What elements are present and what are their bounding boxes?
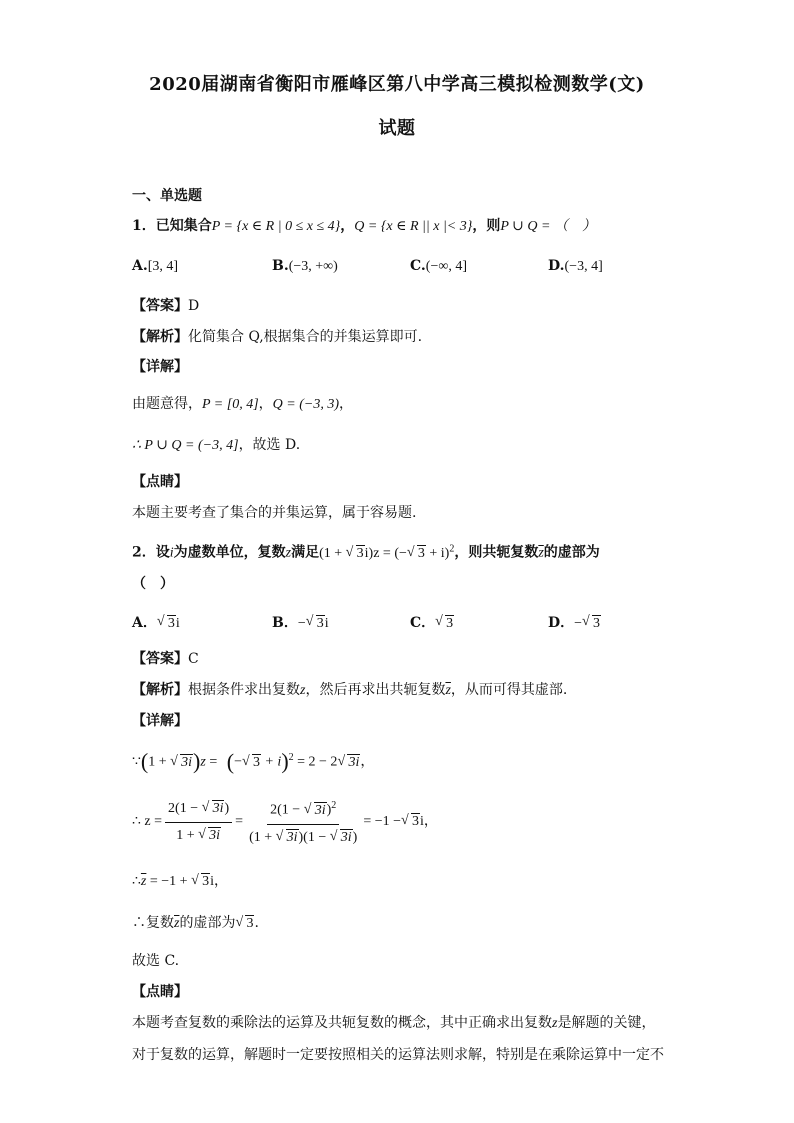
title-line-2: 试题 [378, 118, 416, 139]
choice-label: A． [132, 615, 157, 631]
sqrt [305, 801, 327, 821]
choice-label: D． [548, 615, 575, 631]
q2-choice-d[interactable] [548, 612, 601, 632]
q2-choice-c[interactable] [410, 612, 454, 632]
sqrt [408, 544, 426, 564]
q2-text: 满足 [291, 544, 320, 561]
sqrt-arg: 3i [209, 827, 220, 843]
detail-result: = −1 − [363, 814, 401, 829]
q2-z: z [285, 545, 292, 561]
question-2 [132, 539, 600, 564]
sqrt-arg: 3 [202, 874, 210, 889]
answer-tag: 【答案】 [132, 298, 188, 314]
sqrt-arg: 3 [417, 545, 425, 561]
sqrt [307, 615, 325, 632]
num-text: 2(1 − [168, 800, 202, 816]
choice-value: [3, 4] [147, 259, 179, 274]
title-line-1: 2020届湖南省衡阳市雁峰区第八中学高三模拟检测数学(文) [149, 74, 645, 95]
fraction-1 [165, 799, 232, 846]
q1-comment-tag: 【点睛】 [132, 474, 188, 490]
choice-label: C. [410, 258, 426, 274]
sqrt-arg: 3i [212, 800, 224, 816]
detail-math: P = [0, 4] [202, 397, 259, 412]
sqrt-arg: 3 [356, 545, 364, 561]
q2-choice-b[interactable] [272, 612, 329, 632]
fraction-2 [246, 796, 360, 848]
answer-tag: 【答案】 [132, 651, 188, 667]
sqrt-arg: 3 [412, 814, 419, 829]
detail-math: Q = (−3, 3) [272, 397, 339, 412]
q1-detail-tag: 【详解】 [132, 359, 188, 375]
detail-zbar: $\overline{z}$ [140, 874, 147, 889]
answer-value: D [188, 298, 200, 314]
choice-label: A. [132, 258, 148, 274]
q2-comment-2: 对于复数的运算，解题时一定要按照相关的运算法则求解，特别是在乘除运算中一定不 [132, 1047, 664, 1063]
sqrt [192, 872, 210, 892]
q1-set-p: P = {x ∈ R | 0 ≤ x ≤ 4} [211, 219, 341, 234]
comment-text: 是解题的关键， [557, 1015, 656, 1031]
sqrt-arg: 3 [167, 616, 175, 631]
q1-choice-c[interactable] [410, 258, 467, 275]
q2-eq-part: i)z = (− [364, 545, 407, 561]
q1-comment: 本题主要考查了集合的并集运算，属于容易题. [132, 505, 417, 521]
choice-suffix: i [175, 616, 180, 631]
sqrt [583, 615, 601, 632]
q1-analysis [132, 327, 422, 347]
detail-text: 的虚部为 [179, 915, 236, 931]
sqrt [277, 828, 299, 848]
detail-math: ∴ P ∪ Q = (−3, 4] [132, 438, 239, 453]
choice-label: B． [272, 615, 298, 631]
analysis-text: 化简集合 Q,根据集合的并集运算即可. [188, 329, 423, 345]
sqrt [203, 799, 225, 819]
analysis-text: ，然后再求出共轭复数 [305, 682, 446, 698]
fraction-2-denominator: (1 + √ 3i)(1 − √ 3i) [246, 825, 360, 848]
q1-sep2: ，则 [472, 218, 501, 234]
detail-end: i， [420, 814, 438, 829]
comment-text: 本题考查复数的乘除法的运算及共轭复数的概念，其中正确求出复数 [132, 1015, 552, 1031]
q2-text: 设 [155, 544, 170, 561]
detail-end: ， [339, 396, 353, 412]
sqrt [199, 826, 221, 846]
q2-detail-2: ∴ z = $\frac{2(1 - √ 3i)}{1 + √ 3i}$ = $\frac{2(1 - √ 3i)^2}{(1 + √ 3i)(1 - √ 3i)}$ = −1 − √ 3 i， [132, 792, 438, 852]
q2-zbar: $\overline{z}$ [538, 545, 544, 561]
q2-paren: （ ） [132, 576, 174, 592]
detail-text: ，故选 D. [238, 437, 301, 453]
q1-prefix: 已知集合 [155, 218, 212, 234]
choice-value: (−∞, 4] [425, 259, 467, 274]
detail-end: ， [360, 754, 375, 770]
sqrt-arg: 3 [252, 754, 260, 770]
q2-text: 的虚部为 [543, 544, 600, 561]
therefore-symbol: ∴ [132, 874, 141, 889]
q2-number: 2． [132, 544, 156, 561]
num-text: 2(1 − [270, 802, 304, 818]
sqrt [243, 753, 261, 773]
q1-ask: P ∪ Q = （ ） [500, 219, 596, 234]
sqrt [347, 544, 365, 564]
choice-value: (−3, +∞) [288, 259, 338, 274]
sqrt [436, 615, 454, 632]
q2-eq-part: + i) [425, 545, 450, 561]
detail-z: z [200, 754, 206, 770]
detail-eq: = −1 + [146, 874, 192, 889]
therefore-eq: ∴ z = [132, 814, 163, 829]
detail-text: ∴复数 [132, 915, 174, 931]
detail-sep: ， [258, 396, 273, 412]
detail-end: . [254, 915, 259, 931]
analysis-tag: 【解析】 [132, 682, 188, 698]
q2-text: ，则共轭复数 [454, 544, 539, 561]
q1-detail-1 [132, 394, 353, 415]
sqrt-arg: 3 [246, 916, 254, 931]
q1-choice-b[interactable] [272, 258, 338, 275]
power: 2 [288, 752, 294, 763]
q2-detail-5: 故选 C. [132, 953, 180, 969]
question-1 [132, 216, 596, 237]
sqrt [171, 753, 193, 773]
q2-comment-1 [132, 1013, 655, 1034]
q2-eq-power: 2 [449, 543, 455, 554]
sqrt-arg: 3i [286, 829, 298, 845]
fraction-2-numerator: 2(1 − √ 3i)$^2$ [267, 796, 339, 825]
q2-analysis [132, 680, 567, 701]
q1-number: 1． [132, 218, 156, 234]
sqrt [331, 828, 353, 848]
q2-text: 为虚数单位，复数 [173, 544, 286, 561]
detail-end: i， [210, 874, 228, 889]
sqrt-arg: 3i [348, 754, 360, 770]
because-symbol: ∵ [132, 754, 141, 770]
q2-detail-3 [132, 872, 228, 892]
q1-sep1: ， [340, 218, 355, 234]
q1-choice-a[interactable] [132, 258, 178, 275]
comment-z: z [552, 1016, 558, 1031]
detail-zbar: $\overline{z}$ [174, 916, 180, 931]
q2-choice-a[interactable] [132, 612, 180, 632]
analysis-zbar: $\overline{z}$ [445, 683, 451, 698]
analysis-z: z [300, 683, 306, 698]
q2-i: i [169, 545, 174, 561]
sqrt-arg: 3i [181, 754, 193, 770]
q2-detail-1: ∵(1 + √ 3i)z = (− √ 3 + i)$^2$ = 2 − 2 √ 3i， [132, 748, 374, 773]
sqrt [402, 812, 420, 832]
fraction-1-denominator [173, 823, 224, 846]
choice-label: D. [548, 258, 565, 274]
choice-label: B. [272, 258, 289, 274]
q1-set-q: Q = {x ∈ R || x |< 3} [354, 219, 473, 234]
sqrt-arg: 3 [593, 616, 601, 631]
choice-suffix: i [324, 616, 329, 631]
q2-eq-part: (1 + [319, 545, 346, 561]
sqrt-arg: 3i [340, 829, 352, 845]
sqrt [338, 753, 360, 773]
sqrt-arg: 3i [314, 802, 326, 818]
q2-answer [132, 649, 199, 669]
analysis-text: 根据条件求出复数 [188, 682, 300, 698]
detail-eq: = 2 − 2 [293, 754, 338, 770]
q2-detail-tag: 【详解】 [132, 713, 188, 729]
fraction-1-numerator: 2(1 − √ 3i) [165, 799, 232, 823]
q1-detail-2 [132, 435, 300, 456]
choice-prefix: − [297, 616, 306, 631]
sqrt [236, 914, 254, 934]
q1-choice-d[interactable] [548, 258, 603, 275]
sqrt [158, 615, 176, 632]
den-text: 1 + [176, 827, 199, 843]
sqrt-arg: 3 [446, 616, 454, 631]
q2-detail-4 [132, 913, 259, 934]
choice-prefix: − [574, 616, 583, 631]
answer-value: C [188, 651, 199, 667]
q1-answer [132, 296, 199, 316]
analysis-text: ，从而可得其虚部. [450, 682, 568, 698]
q2-comment-tag: 【点睛】 [132, 984, 188, 1000]
section-heading: 一、单选题 [132, 188, 202, 204]
detail-text: 由题意得， [132, 396, 202, 412]
analysis-tag: 【解析】 [132, 329, 188, 345]
sqrt-arg: 3 [316, 616, 324, 631]
choice-value: (−3, 4] [564, 259, 603, 274]
choice-label: C． [410, 615, 436, 631]
